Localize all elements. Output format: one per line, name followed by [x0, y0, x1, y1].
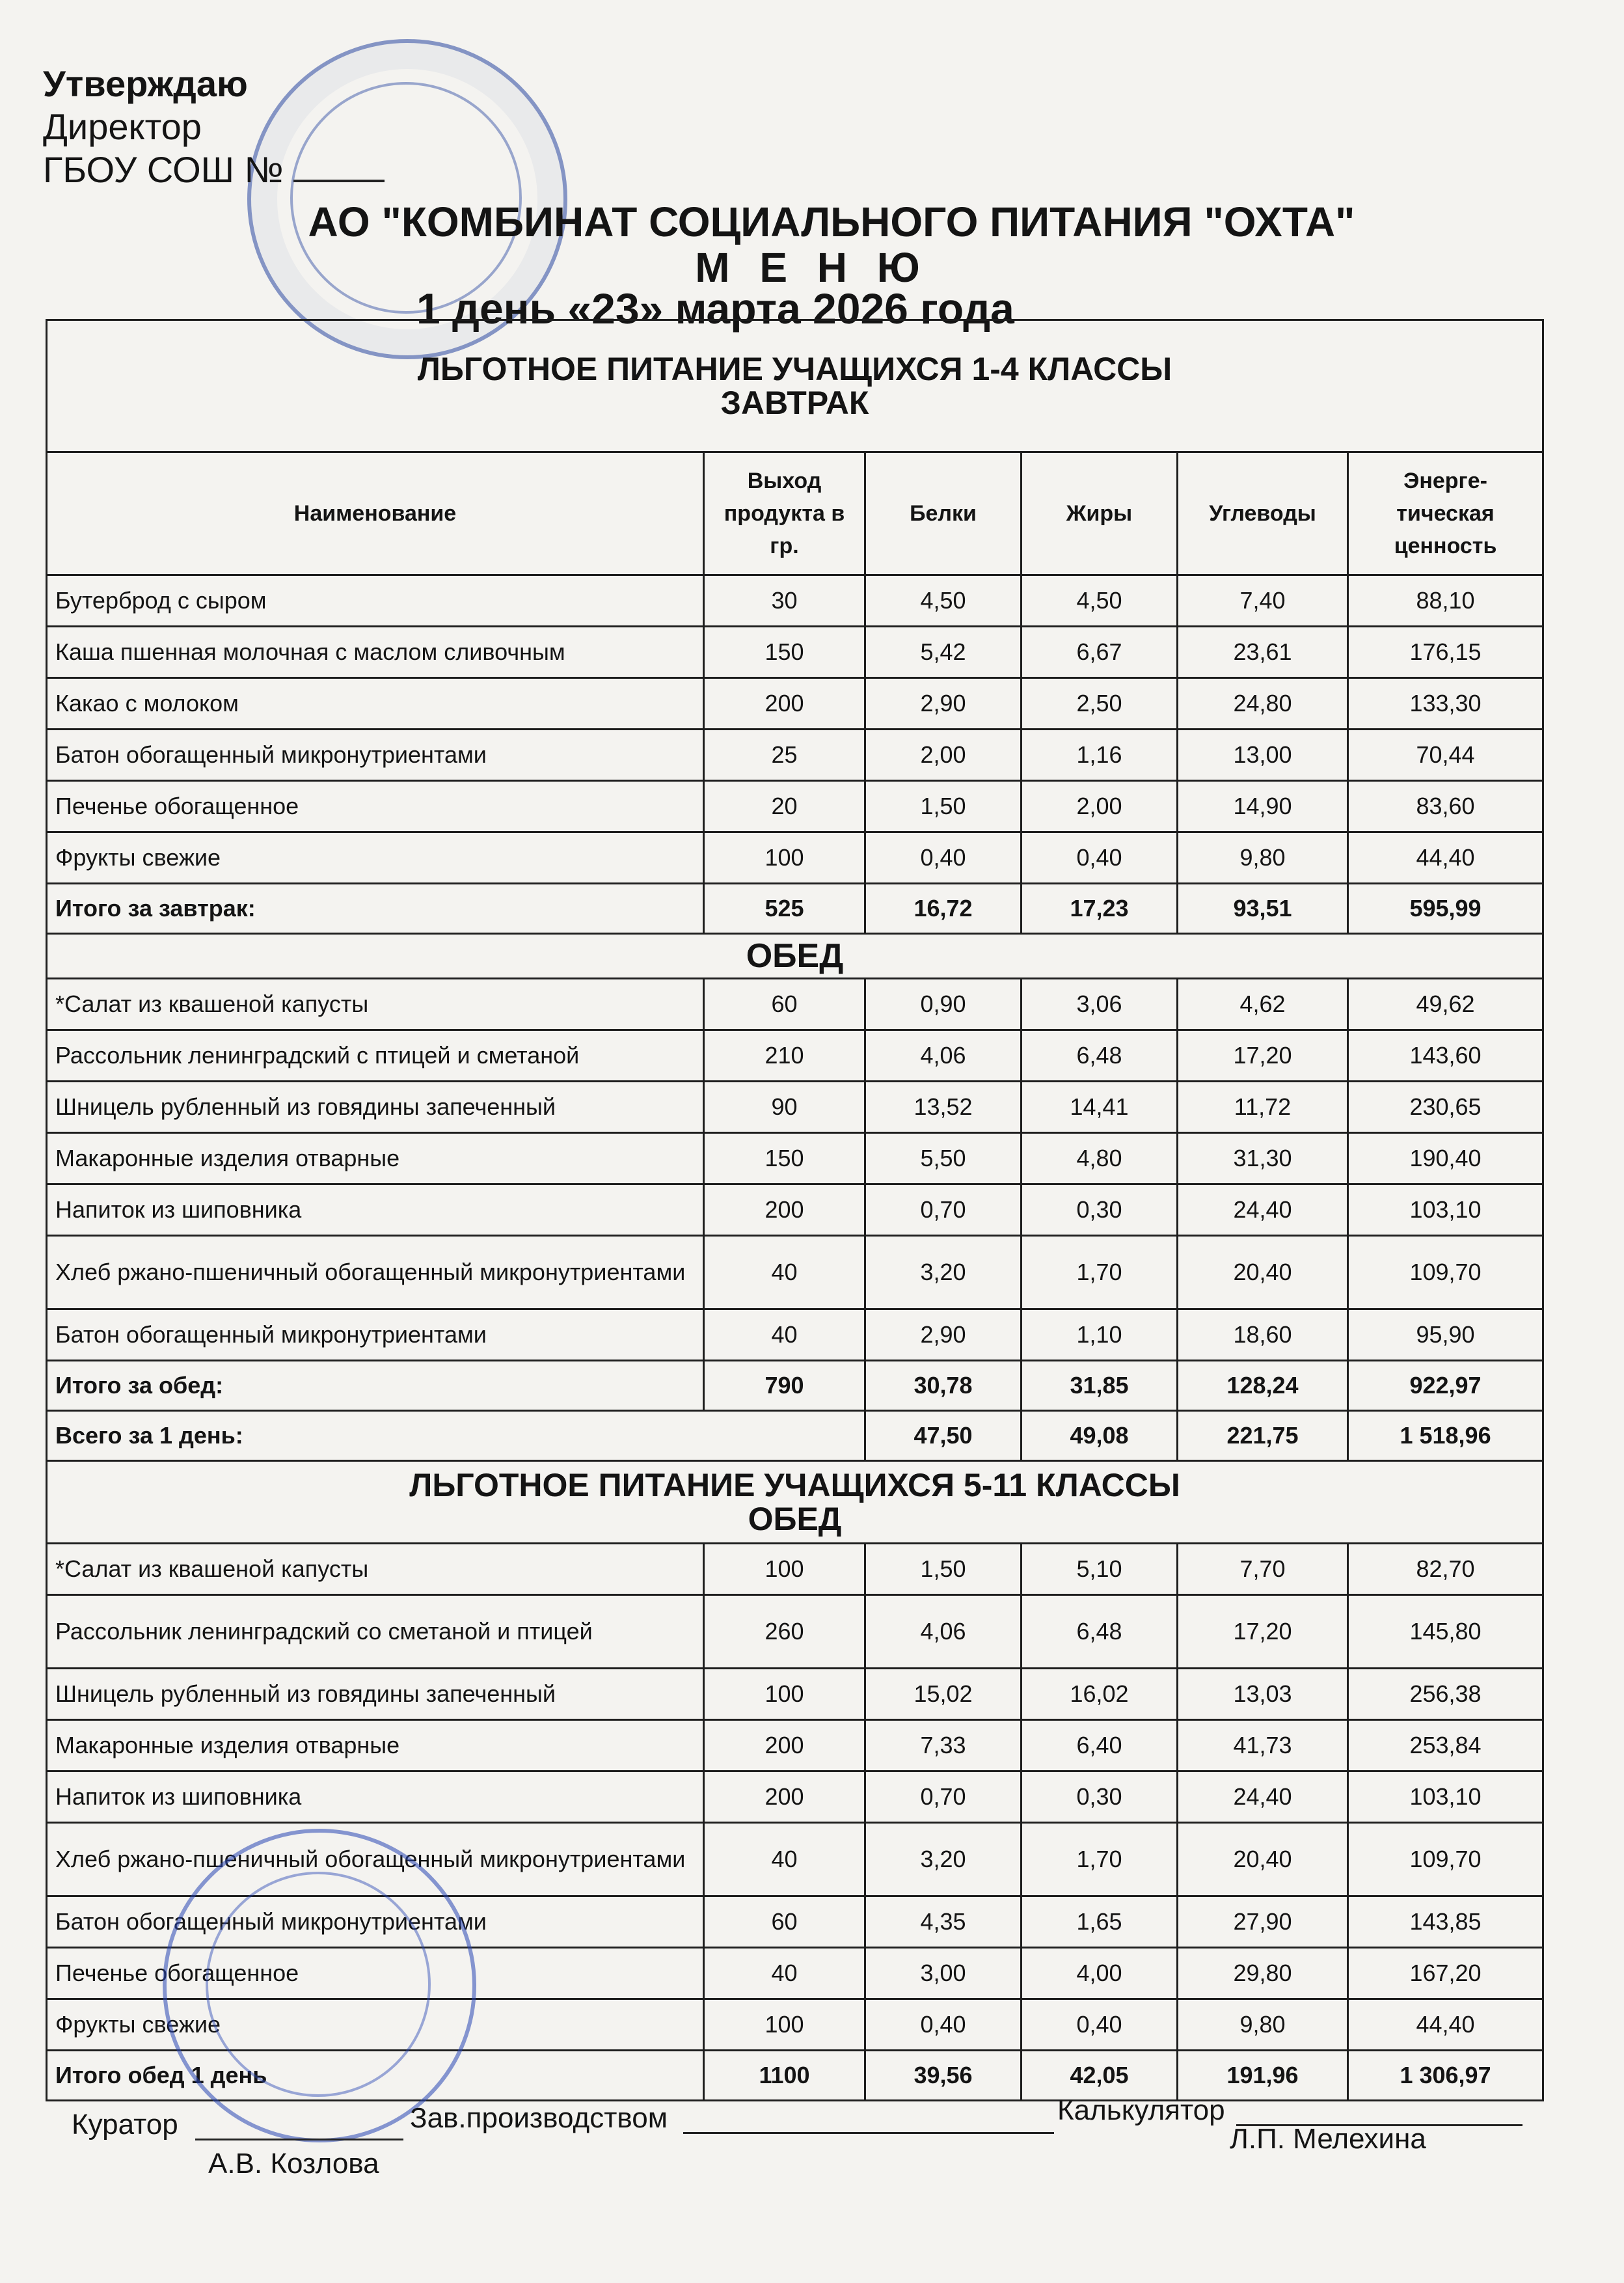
col-yield-header: Выход продукта в гр.: [704, 452, 865, 575]
curator-name: А.В. Козлова: [208, 2148, 379, 2180]
dish-row: [47, 832, 1543, 884]
school-number-label: ГБОУ СОШ №: [43, 149, 284, 190]
dish-yield-value: 20: [704, 781, 865, 832]
dish-carbs-value: 13,03: [1178, 1669, 1348, 1720]
meal-title: ОБЕД: [47, 934, 1543, 979]
section-header-5-11: [47, 1461, 1543, 1544]
dish-row: [47, 1133, 1543, 1184]
dish-fat-value: 6,48: [1022, 1595, 1178, 1669]
dish-yield-value: 100: [704, 1999, 865, 2051]
section-title: ЛЬГОТНОЕ ПИТАНИЕ УЧАЩИХСЯ 5-11 КЛАССЫ: [409, 1467, 1180, 1503]
meal-title: ОБЕД: [748, 1501, 842, 1537]
dish-energy-value: 103,10: [1348, 1771, 1543, 1823]
total-yield-value: 790: [704, 1361, 865, 1411]
dish-name: Печенье обогащенное: [47, 1948, 704, 1999]
lunch-header-1-4: [47, 934, 1543, 979]
dish-fat-value: 2,50: [1022, 678, 1178, 730]
total-protein-value: 39,56: [865, 2051, 1022, 2101]
dish-name: Батон обогащенный микронутриентами: [47, 730, 704, 781]
col-protein-header: Белки: [865, 452, 1022, 575]
dish-yield-value: 30: [704, 575, 865, 627]
dish-row: [47, 1544, 1543, 1595]
day-total-row: [47, 1411, 1543, 1461]
dish-energy-value: 190,40: [1348, 1133, 1543, 1184]
dish-yield-value: 200: [704, 1720, 865, 1771]
dish-yield-value: 150: [704, 1133, 865, 1184]
dish-fat-value: 4,50: [1022, 575, 1178, 627]
dish-name: *Салат из квашеной капусты: [47, 979, 704, 1030]
total-energy-value: 1 306,97: [1348, 2051, 1543, 2101]
total-carbs-value: 128,24: [1178, 1361, 1348, 1411]
dish-protein-value: 4,35: [865, 1896, 1022, 1948]
dish-fat-value: 0,40: [1022, 1999, 1178, 2051]
dish-fat-value: 0,30: [1022, 1184, 1178, 1236]
dish-carbs-value: 31,30: [1178, 1133, 1348, 1184]
dish-name: Бутерброд с сыром: [47, 575, 704, 627]
dish-protein-value: 2,90: [865, 678, 1022, 730]
day-total-protein-value: 47,50: [865, 1411, 1022, 1461]
col-name-header: Наименование: [47, 452, 704, 575]
dish-carbs-value: 14,90: [1178, 781, 1348, 832]
total-yield-value: 525: [704, 884, 865, 934]
dish-name: *Салат из квашеной капусты: [47, 1544, 704, 1595]
dish-name: Макаронные изделия отварные: [47, 1720, 704, 1771]
dish-yield-value: 25: [704, 730, 865, 781]
dish-energy-value: 88,10: [1348, 575, 1543, 627]
dish-yield-value: 40: [704, 1236, 865, 1309]
dish-energy-value: 82,70: [1348, 1544, 1543, 1595]
dish-protein-value: 0,70: [865, 1184, 1022, 1236]
dish-fat-value: 5,10: [1022, 1544, 1178, 1595]
dish-name: Напиток из шиповника: [47, 1184, 704, 1236]
dish-row: [47, 1669, 1543, 1720]
company-name: АО "КОМБИНАТ СОЦИАЛЬНОГО ПИТАНИЯ "ОХТА": [308, 198, 1355, 245]
dish-energy-value: 143,60: [1348, 1030, 1543, 1082]
dish-carbs-value: 20,40: [1178, 1823, 1348, 1896]
dish-protein-value: 7,33: [865, 1720, 1022, 1771]
dish-carbs-value: 4,62: [1178, 979, 1348, 1030]
dish-yield-value: 100: [704, 1669, 865, 1720]
dish-carbs-value: 29,80: [1178, 1948, 1348, 1999]
dish-protein-value: 4,06: [865, 1595, 1022, 1669]
dish-yield-value: 260: [704, 1595, 865, 1669]
dish-fat-value: 1,10: [1022, 1309, 1178, 1361]
dish-fat-value: 6,48: [1022, 1030, 1178, 1082]
day-total-carbs-value: 221,75: [1178, 1411, 1348, 1461]
dish-energy-value: 70,44: [1348, 730, 1543, 781]
dish-row: [47, 1309, 1543, 1361]
dish-row: [47, 1823, 1543, 1896]
dish-carbs-value: 9,80: [1178, 832, 1348, 884]
dish-protein-value: 4,50: [865, 575, 1022, 627]
dish-protein-value: 3,20: [865, 1823, 1022, 1896]
dish-row: [47, 730, 1543, 781]
curator-signature-line: [195, 2137, 403, 2140]
dish-name: Шницель рубленный из говядины запеченный: [47, 1669, 704, 1720]
dish-carbs-value: 24,40: [1178, 1771, 1348, 1823]
dish-carbs-value: 23,61: [1178, 627, 1348, 678]
dish-energy-value: 176,15: [1348, 627, 1543, 678]
dish-protein-value: 4,06: [865, 1030, 1022, 1082]
total-protein-value: 30,78: [865, 1361, 1022, 1411]
dish-carbs-value: 17,20: [1178, 1595, 1348, 1669]
dish-protein-value: 2,90: [865, 1309, 1022, 1361]
dish-row: [47, 1896, 1543, 1948]
dish-carbs-value: 7,40: [1178, 575, 1348, 627]
dish-name: Напиток из шиповника: [47, 1771, 704, 1823]
dish-protein-value: 0,40: [865, 832, 1022, 884]
dish-row: [47, 1999, 1543, 2051]
dish-name: Какао с молоком: [47, 678, 704, 730]
dish-fat-value: 1,16: [1022, 730, 1178, 781]
dish-row: [47, 781, 1543, 832]
document-header: [0, 199, 1624, 290]
total-label: Итого за обед:: [47, 1361, 704, 1411]
dish-fat-value: 16,02: [1022, 1669, 1178, 1720]
dish-yield-value: 40: [704, 1309, 865, 1361]
total-label: Итого за завтрак:: [47, 884, 704, 934]
dish-energy-value: 253,84: [1348, 1720, 1543, 1771]
lunch-total-row-5-11: [47, 2051, 1543, 2101]
dish-yield-value: 200: [704, 1771, 865, 1823]
dish-protein-value: 1,50: [865, 781, 1022, 832]
dish-fat-value: 0,30: [1022, 1771, 1178, 1823]
dish-yield-value: 200: [704, 1184, 865, 1236]
dish-fat-value: 4,80: [1022, 1133, 1178, 1184]
dish-energy-value: 103,10: [1348, 1184, 1543, 1236]
dish-yield-value: 60: [704, 979, 865, 1030]
dish-protein-value: 0,90: [865, 979, 1022, 1030]
dish-fat-value: 0,40: [1022, 832, 1178, 884]
dish-name: Печенье обогащенное: [47, 781, 704, 832]
dish-name: Каша пшенная молочная с маслом сливочным: [47, 627, 704, 678]
dish-fat-value: 3,06: [1022, 979, 1178, 1030]
total-energy-value: 595,99: [1348, 884, 1543, 934]
col-fat-header: Жиры: [1022, 452, 1178, 575]
section-header-1-4: [47, 320, 1543, 452]
col-carbs-header: Углеводы: [1178, 452, 1348, 575]
dish-carbs-value: 18,60: [1178, 1309, 1348, 1361]
total-fat-value: 42,05: [1022, 2051, 1178, 2101]
dish-protein-value: 3,20: [865, 1236, 1022, 1309]
total-carbs-value: 191,96: [1178, 2051, 1348, 2101]
column-headers: [47, 452, 1543, 575]
dish-name: Фрукты свежие: [47, 1999, 704, 2051]
dish-energy-value: 95,90: [1348, 1309, 1543, 1361]
dish-row: [47, 979, 1543, 1030]
dish-name: Макаронные изделия отварные: [47, 1133, 704, 1184]
dish-fat-value: 1,70: [1022, 1236, 1178, 1309]
dish-row: [47, 1771, 1543, 1823]
dish-protein-value: 0,40: [865, 1999, 1022, 2051]
dish-yield-value: 100: [704, 832, 865, 884]
dish-yield-value: 40: [704, 1823, 865, 1896]
dish-protein-value: 2,00: [865, 730, 1022, 781]
total-protein-value: 16,72: [865, 884, 1022, 934]
dish-energy-value: 167,20: [1348, 1948, 1543, 1999]
dish-row: [47, 1082, 1543, 1133]
dish-yield-value: 90: [704, 1082, 865, 1133]
dish-row: [47, 1948, 1543, 1999]
menu-date: 1 день «23» марта 2026 года: [416, 284, 1014, 333]
dish-protein-value: 1,50: [865, 1544, 1022, 1595]
dish-carbs-value: 11,72: [1178, 1082, 1348, 1133]
dish-energy-value: 49,62: [1348, 979, 1543, 1030]
curator-label: Куратор: [72, 2109, 178, 2140]
dish-name: Рассольник ленинградский со сметаной и птицей: [47, 1595, 704, 1669]
dish-row: [47, 627, 1543, 678]
lunch-total-row: [47, 1361, 1543, 1411]
approval-block: [43, 62, 385, 191]
meal-title: ЗАВТРАК: [720, 385, 869, 421]
calculator-label: Калькулятор: [1057, 2094, 1225, 2126]
day-total-label: Всего за 1 день:: [47, 1411, 865, 1461]
day-total-fat-value: 49,08: [1022, 1411, 1178, 1461]
dish-energy-value: 109,70: [1348, 1236, 1543, 1309]
dish-name: Шницель рубленный из говядины запеченный: [47, 1082, 704, 1133]
dish-energy-value: 230,65: [1348, 1082, 1543, 1133]
dish-yield-value: 100: [704, 1544, 865, 1595]
breakfast-total-row: [47, 884, 1543, 934]
dish-energy-value: 44,40: [1348, 832, 1543, 884]
dish-name: Батон обогащенный микронутриентами: [47, 1896, 704, 1948]
dish-energy-value: 83,60: [1348, 781, 1543, 832]
dish-protein-value: 5,50: [865, 1133, 1022, 1184]
dish-yield-value: 200: [704, 678, 865, 730]
dish-carbs-value: 7,70: [1178, 1544, 1348, 1595]
dish-name: Хлеб ржано-пшеничный обогащенный микронутриентами: [47, 1236, 704, 1309]
total-yield-value: 1100: [704, 2051, 865, 2101]
dish-carbs-value: 24,80: [1178, 678, 1348, 730]
dish-protein-value: 0,70: [865, 1771, 1022, 1823]
dish-name: Хлеб ржано-пшеничный обогащенный микронутриентами: [47, 1823, 704, 1896]
day-total-energy-value: 1 518,96: [1348, 1411, 1543, 1461]
dish-carbs-value: 9,80: [1178, 1999, 1348, 2051]
dish-row: [47, 1720, 1543, 1771]
total-carbs-value: 93,51: [1178, 884, 1348, 934]
dish-protein-value: 3,00: [865, 1948, 1022, 1999]
dish-row: [47, 1184, 1543, 1236]
calculator-name: Л.П. Мелехина: [1230, 2123, 1426, 2155]
dish-yield-value: 40: [704, 1948, 865, 1999]
dish-row: [47, 678, 1543, 730]
dish-protein-value: 5,42: [865, 627, 1022, 678]
dish-name: Рассольник ленинградский с птицей и сметаной: [47, 1030, 704, 1082]
dish-energy-value: 143,85: [1348, 1896, 1543, 1948]
dish-fat-value: 1,65: [1022, 1896, 1178, 1948]
dish-row: [47, 1236, 1543, 1309]
total-fat-value: 31,85: [1022, 1361, 1178, 1411]
dish-yield-value: 60: [704, 1896, 865, 1948]
dish-row: [47, 1595, 1543, 1669]
menu-table: [46, 319, 1544, 2101]
dish-energy-value: 256,38: [1348, 1669, 1543, 1720]
dish-carbs-value: 41,73: [1178, 1720, 1348, 1771]
dish-carbs-value: 27,90: [1178, 1896, 1348, 1948]
school-label: [43, 148, 385, 191]
director-label: Директор: [43, 106, 202, 147]
dish-row: [47, 575, 1543, 627]
dish-yield-value: 210: [704, 1030, 865, 1082]
dish-carbs-value: 17,20: [1178, 1030, 1348, 1082]
dish-energy-value: 133,30: [1348, 678, 1543, 730]
col-energy-header: Энерге-тическая ценность: [1348, 452, 1543, 575]
dish-protein-value: 15,02: [865, 1669, 1022, 1720]
dish-energy-value: 145,80: [1348, 1595, 1543, 1669]
section-title: ЛЬГОТНОЕ ПИТАНИЕ УЧАЩИХСЯ 1-4 КЛАССЫ: [417, 351, 1172, 387]
dish-energy-value: 44,40: [1348, 1999, 1543, 2051]
dish-row: [47, 1030, 1543, 1082]
dish-fat-value: 6,67: [1022, 627, 1178, 678]
total-energy-value: 922,97: [1348, 1361, 1543, 1411]
production-label: Зав.производством: [410, 2102, 668, 2134]
dish-fat-value: 1,70: [1022, 1823, 1178, 1896]
dish-fat-value: 4,00: [1022, 1948, 1178, 1999]
dish-fat-value: 14,41: [1022, 1082, 1178, 1133]
dish-name: Батон обогащенный микронутриентами: [47, 1309, 704, 1361]
dish-fat-value: 6,40: [1022, 1720, 1178, 1771]
dish-yield-value: 150: [704, 627, 865, 678]
school-number-line: [293, 154, 385, 182]
dish-name: Фрукты свежие: [47, 832, 704, 884]
production-signature-line: [683, 2131, 1054, 2134]
total-fat-value: 17,23: [1022, 884, 1178, 934]
dish-carbs-value: 20,40: [1178, 1236, 1348, 1309]
dish-energy-value: 109,70: [1348, 1823, 1543, 1896]
total-label: Итого обед 1 день: [47, 2051, 704, 2101]
menu-title: М Е Н Ю: [695, 244, 929, 291]
dish-carbs-value: 24,40: [1178, 1184, 1348, 1236]
dish-protein-value: 13,52: [865, 1082, 1022, 1133]
dish-fat-value: 2,00: [1022, 781, 1178, 832]
approve-label: Утверждаю: [43, 63, 248, 104]
dish-carbs-value: 13,00: [1178, 730, 1348, 781]
